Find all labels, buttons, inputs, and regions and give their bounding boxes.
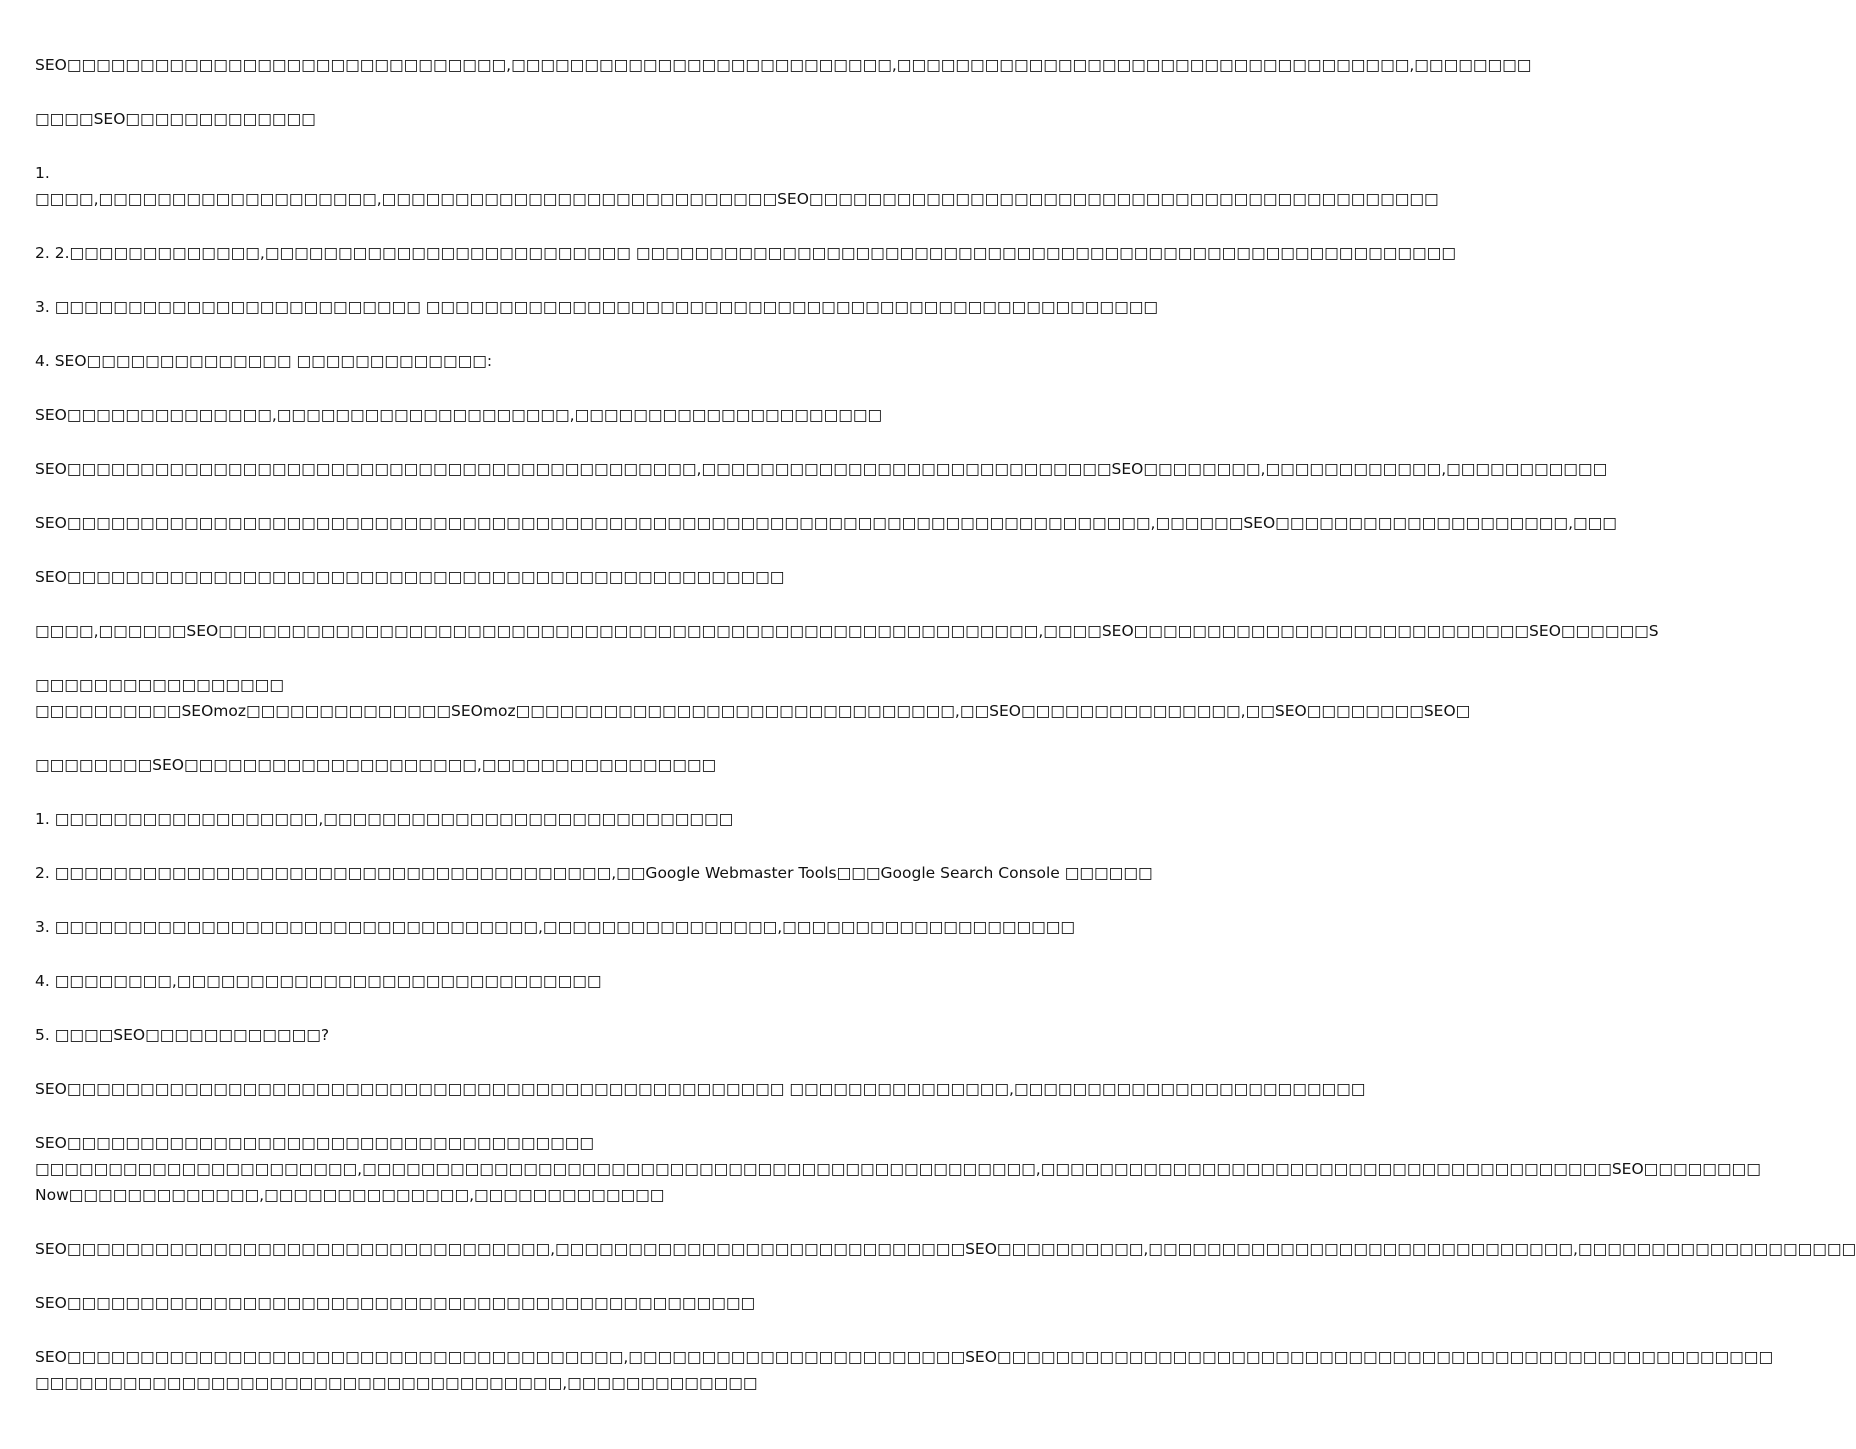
paragraph [35,294,1159,320]
paragraph [35,1290,990,1316]
paragraph-line: 2. 2.□□□□□□□□□□□□□,□□□□□□□□□□□□□□□□□□□□□□□□□ □□□□□□□□□□□□□□□□□□□□□□□□□□□□□□□□□□□□□□□□□□□□□□□□□□□□□□□□ [35,244,1456,262]
paragraph-line: SEO□□□□□□□□□□□□□□□□□□□□□□□□□□□□□□□□□□□□□□□□□□□,□□□□□□□□□□□□□□□□□□□□□□□□□□□□SEO□□□□□□□□,□□□□□□□□□□□□,□□□□□□□□□□□ [35,460,1608,478]
paragraph-line: SEO□□□□□□□□□□□□□□□□□□□□□□□□□□□□□□□□□□□□□□□□□□□□□□□□□□□□□□□□□□□□□□□□□□□□□□□□□□,□□□□□□SEO□□□□□□□□□□□□□□□□□□□□,□□□ [35,514,1617,532]
paragraph [35,1130,1761,1208]
paragraph [35,160,1439,212]
paragraph [35,752,990,778]
paragraph [35,806,990,832]
paragraph-line: □□□□SEO□□□□□□□□□□□□□ [35,110,316,128]
paragraph [35,1236,1856,1262]
paragraph-line: SEO□□□□□□□□□□□□□□□□□□□□□□□□□□□□□□□□□□□□□□□□□□□□□□□□□ [35,568,785,586]
paragraph-line: 2. □□□□□□□□□□□□□□□□□□□□□□□□□□□□□□□□□□□□□□,□□Google Webmaster Tools□□□Google Search Console □□□□□□ [35,864,1153,882]
paragraph-line: SEO□□□□□□□□□□□□□□□□□□□□□□□□□□□□□□□□□,□□□□□□□□□□□□□□□□□□□□□□□□□□□□SEO□□□□□□□□□□,□□□□□□□□□□□□□□□□□□□□□□□□□□□□□,□□□□□□□□□□□□□□□□□□□ [35,1240,1856,1258]
paragraph-line: □□□□□□□□□□SEOmoz□□□□□□□□□□□□□□SEOmoz□□□□□□□□□□□□□□□□□□□□□□□□□□□□□□,□□SEO□□□□□□□□□□□□□□□,□□SEO□□□□□□□□SEO□ [35,702,1471,720]
paragraph-line: 4. □□□□□□□□,□□□□□□□□□□□□□□□□□□□□□□□□□□□□□ [35,972,602,990]
paragraph-line: SEO□□□□□□□□□□□□□□□□□□□□□□□□□□□□□□□□□□□□□□,□□□□□□□□□□□□□□□□□□□□□□□SEO□□□□□□□□□□□□□□□□□□□□□□□□□□□□□□□□□□□□□□□□□□□□□□□□□□□□□ [35,1348,1774,1366]
paragraph [35,106,990,132]
paragraph-line: 1. □□□□□□□□□□□□□□□□□□,□□□□□□□□□□□□□□□□□□□□□□□□□□□□ [35,810,734,828]
paragraph [35,348,990,374]
paragraph [35,456,1608,482]
paragraph-line: 3. □□□□□□□□□□□□□□□□□□□□□□□□□ □□□□□□□□□□□□□□□□□□□□□□□□□□□□□□□□□□□□□□□□□□□□□□□□□□ [35,298,1159,316]
paragraph [35,1022,990,1048]
paragraph [35,672,1471,724]
paragraph-line: □□□□□□□□□□□□□□□□□□□□□□,□□□□□□□□□□□□□□□□□□□□□□□□□□□□□□□□□□□□□□□□□□□□□□,□□□□□□□□□□□□□□□□□□□□□□□□□□□□□□□□□□□□□□□SEO□□□□□□□□ [35,1160,1761,1178]
paragraph-line: □□□□,□□□□□□□□□□□□□□□□□□□,□□□□□□□□□□□□□□□□□□□□□□□□□□□SEO□□□□□□□□□□□□□□□□□□□□□□□□□□□□□□□□□□□□□□□□□□□ [35,190,1439,208]
paragraph-line: □□□□□□□□□□□□□□□□□ [35,676,284,694]
paragraph [35,510,1617,536]
paragraph [35,240,1456,266]
paragraph-line: SEO□□□□□□□□□□□□□□□□□□□□□□□□□□□□□□□□□□□□ [35,1134,595,1152]
paragraph [35,1344,1774,1396]
paragraph [35,402,990,428]
paragraph-line: □□□□,□□□□□□SEO□□□□□□□□□□□□□□□□□□□□□□□□□□□□□□□□□□□□□□□□□□□□□□□□□□□□□□□□,□□□□SEO□□□□□□□□□□□□□□□□□□□□□□□□□□□SEO□□□□□□S [35,622,1659,640]
paragraph-line: SEO□□□□□□□□□□□□□□□□□□□□□□□□□□□□□□,□□□□□□□□□□□□□□□□□□□□□□□□□□,□□□□□□□□□□□□□□□□□□□□□□□□□□□□□□□□□□□,□□□□□□□□ [35,56,1532,74]
paragraph-line: □□□□□□□□SEO□□□□□□□□□□□□□□□□□□□□,□□□□□□□□□□□□□□□□ [35,756,717,774]
paragraph-line: 1. [35,164,50,182]
paragraph [35,860,1153,886]
paragraph [35,52,1532,78]
paragraph-line: SEO□□□□□□□□□□□□□□,□□□□□□□□□□□□□□□□□□□□,□□□□□□□□□□□□□□□□□□□□□ [35,406,883,424]
paragraph [35,914,1076,940]
paragraph [35,968,990,994]
paragraph-line: SEO□□□□□□□□□□□□□□□□□□□□□□□□□□□□□□□□□□□□□□□□□□□□□□□ [35,1294,756,1312]
paragraph-line: 3. □□□□□□□□□□□□□□□□□□□□□□□□□□□□□□□□□,□□□□□□□□□□□□□□□□,□□□□□□□□□□□□□□□□□□□□ [35,918,1076,936]
paragraph-line: SEO□□□□□□□□□□□□□□□□□□□□□□□□□□□□□□□□□□□□□□□□□□□□□□□□□ □□□□□□□□□□□□□□□,□□□□□□□□□□□□□□□□□□□□□□□□ [35,1080,1366,1098]
paragraph [35,618,1659,644]
paragraph-line: 5. □□□□SEO□□□□□□□□□□□□? [35,1026,330,1044]
paragraph [35,564,990,590]
paragraph-line: □□□□□□□□□□□□□□□□□□□□□□□□□□□□□□□□□□□□,□□□□□□□□□□□□□ [35,1374,758,1392]
paragraph-line: 4. SEO□□□□□□□□□□□□□□ □□□□□□□□□□□□□: [35,352,493,370]
paragraph [35,1076,1366,1102]
document-body [35,52,1856,1396]
paragraph-line: Now□□□□□□□□□□□□□,□□□□□□□□□□□□□□,□□□□□□□□□□□□□ [35,1186,665,1204]
